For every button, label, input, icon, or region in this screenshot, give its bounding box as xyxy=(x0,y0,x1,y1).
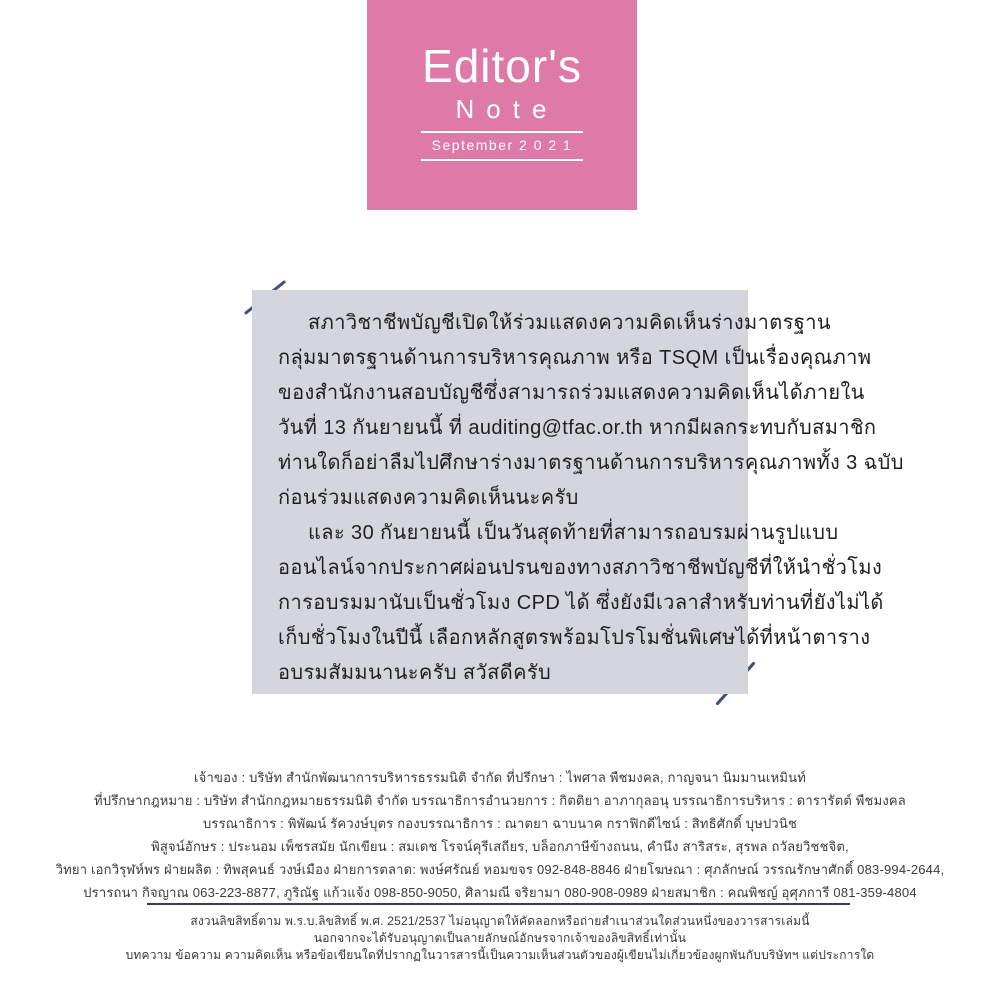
credits-line: ปรารถนา กิจญาณ 063-223-8877, ภูริณัฐ แก้วแจ้ง 098-850-9050, ศิลามณี จริยามา 080-908-0989 ฝ่ายสมาชิก : คณพิชญ์ อุศุภการี 081-359-4804 xyxy=(83,885,917,900)
copyright-line: บทความ ข้อความ ความคิดเห็น หรือข้อเขียนใดที่ปรากฏในวารสารนี้เป็นความเห็นส่วนตัวของผู้เขียนไม่เกี่ยวข้องผูกพันกับบริษัทฯ แต่ประการใด xyxy=(125,948,875,962)
header-rule-bottom xyxy=(421,159,583,161)
copyright-notice xyxy=(0,913,1000,964)
footer-divider xyxy=(147,903,850,905)
issue-date: September 2 0 2 1 xyxy=(431,137,573,153)
credits-line: พิสูจน์อักษร : ประนอม เพ็ชรสมัย นักเขียน : สมเดช โรจน์คุรีเสถียร, บล็อกภาษีข้างถนน, คำนึง สาริสระ, สุรพล ถวัลยวิชชจิต, xyxy=(151,839,849,854)
note-line: ท่านใดก็อย่าลืมไปศึกษาร่างมาตรฐานด้านการบริหารคุณภาพทั้ง 3 ฉบับ xyxy=(278,452,904,474)
copyright-line: นอกจากจะได้รับอนุญาตเป็นลายลักษณ์อักษรจากเจ้าของลิขสิทธิ์เท่านั้น xyxy=(313,931,687,945)
note-line: การอบรมมานับเป็นชั่วโมง CPD ได้ ซึ่งยังมีเวลาสำหรับท่านที่ยังไม่ได้ xyxy=(278,592,884,614)
credits-line: บรรณาธิการ : พิพัฒน์ รัควงษ์บุตร กองบรรณาธิการ : ณาตยา ฉาบนาค กราฟิกดีไซน์ : สิทธิศักดิ์ บุษปวนิช xyxy=(202,816,798,831)
note-line: วันที่ 13 กันยายนนี้ ที่ auditing@tfac.or.th หากมีผลกระทบกับสมาชิก xyxy=(278,417,877,439)
masthead-credits xyxy=(0,766,1000,904)
header-banner xyxy=(367,0,637,210)
note-line: เก็บชั่วโมงในปีนี้ เลือกหลักสูตรพร้อมโปรโมชั่นพิเศษได้ที่หน้าตาราง xyxy=(278,627,871,649)
credits-line: วิทยา เอกวิรุฬห์พร ฝ่ายผลิต : ทิพสุคนธ์ วงษ์เมือง ฝ่ายการตลาด: พงษ์ศรัณย์ หอมขจร 092-848-8846 ฝ่ายโฆษณา : ศุภลักษณ์ วรรณรักษาศักดิ์ 083-994-2644, xyxy=(55,862,945,877)
note-line: ออนไลน์จากประกาศผ่อนปรนของทางสภาวิชาชีพบัญชีที่ให้นำชั่วโมง xyxy=(278,557,883,579)
credits-line: เจ้าของ : บริษัท สำนักพัฒนาการบริหารธรรมนิติ จำกัด ที่ปรึกษา : ไพศาล พืชมงคล, กาญจนา นิมมานเหมินท์ xyxy=(194,770,806,785)
note-line: และ 30 กันยายนนี้ เป็นวันสุดท้ายที่สามารถอบรมผ่านรูปแบบ xyxy=(308,522,839,544)
note-line: สภาวิชาชีพบัญชีเปิดให้ร่วมแสดงความคิดเห็นร่างมาตรฐาน xyxy=(308,312,831,334)
note-line: ของสำนักงานสอบบัญชีซึ่งสามารถร่วมแสดงความคิดเห็นได้ภายใน xyxy=(278,382,865,404)
page-subtitle: Note xyxy=(455,94,559,124)
copyright-line: สงวนลิขสิทธิ์ตาม พ.ร.บ.ลิขสิทธิ์ พ.ศ. 2521/2537 ไม่อนุญาตให้คัดลอกหรือถ่ายสำเนาส่วนใดส่วนหนึ่งของวารสารเล่มนี้ xyxy=(190,914,810,928)
note-line: อบรมสัมมนานะครับ สวัสดีครับ xyxy=(278,662,552,684)
credits-line: ที่ปรึกษากฎหมาย : บริษัท สำนักกฎหมายธรรมนิติ จำกัด บรรณาธิการอำนวยการ : กิตติยา อาภากุลอนุ บรรณาธิการบริหาร : ดารารัตต์ พืชมงคล xyxy=(94,793,906,808)
header-rule-top xyxy=(421,131,583,133)
note-line: ก่อนร่วมแสดงความคิดเห็นนะครับ xyxy=(278,487,579,509)
page-title: Editor's xyxy=(422,40,582,92)
editor-note-body xyxy=(252,290,904,694)
note-line: กลุ่มมาตรฐานด้านการบริหารคุณภาพ หรือ TSQM เป็นเรื่องคุณภาพ xyxy=(278,347,872,369)
